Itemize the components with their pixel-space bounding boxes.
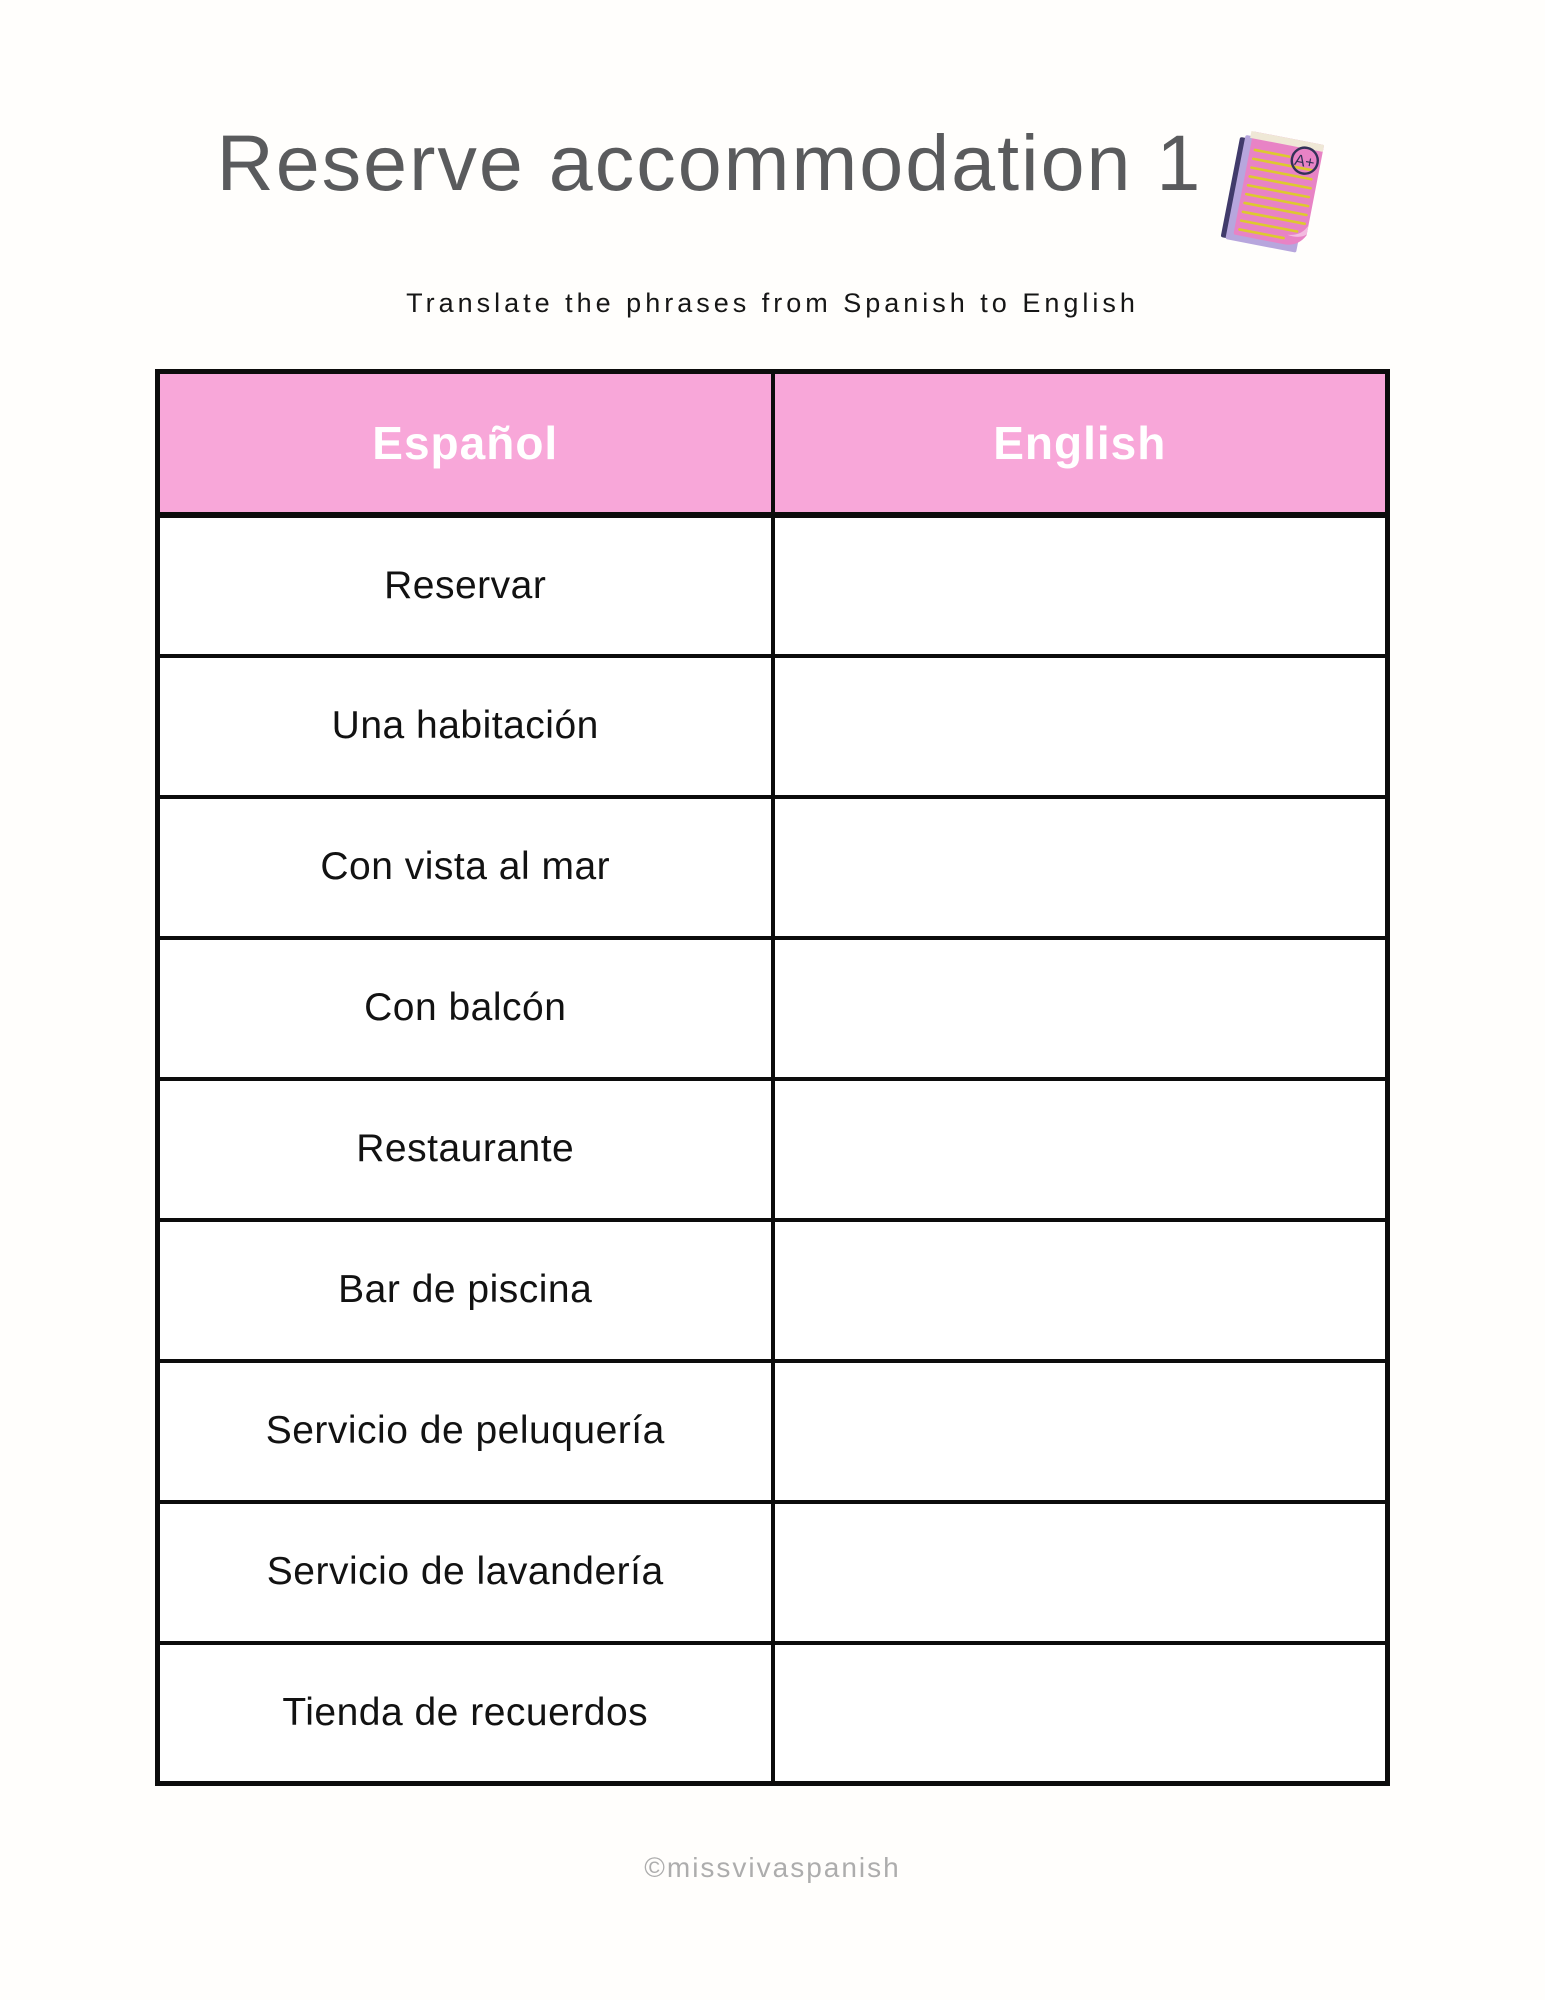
english-answer-cell[interactable]: [773, 1643, 1388, 1784]
spanish-phrase-cell: Una habitación: [158, 656, 773, 797]
spanish-phrase-cell: Bar de piscina: [158, 1220, 773, 1361]
spanish-phrase-cell: Con balcón: [158, 938, 773, 1079]
table-row: [158, 797, 1388, 938]
spanish-phrase-cell: Restaurante: [158, 1079, 773, 1220]
table-row: [158, 1220, 1388, 1361]
column-header-english: English: [773, 372, 1388, 515]
spanish-phrase-cell: Reservar: [158, 515, 773, 656]
spanish-phrase-cell: Servicio de lavandería: [158, 1502, 773, 1643]
english-answer-cell[interactable]: [773, 1079, 1388, 1220]
english-answer-cell[interactable]: [773, 1361, 1388, 1502]
english-answer-cell[interactable]: [773, 797, 1388, 938]
table-row: [158, 1643, 1388, 1784]
english-answer-cell[interactable]: [773, 1502, 1388, 1643]
page-title: Reserve accommodation 1: [216, 118, 1203, 207]
table-row: [158, 938, 1388, 1079]
spanish-phrase-cell: Con vista al mar: [158, 797, 773, 938]
translation-table: [155, 369, 1390, 1786]
english-answer-cell[interactable]: [773, 515, 1388, 656]
instructions-subtitle: Translate the phrases from Spanish to English: [406, 288, 1139, 318]
credit-footer: ©missvivaspanish: [644, 1852, 901, 1883]
grade-mark-label: A+: [1293, 151, 1317, 173]
column-header-espanol: Español: [158, 372, 773, 515]
table-row: [158, 1079, 1388, 1220]
table-row: [158, 1502, 1388, 1643]
table-header-row: [158, 372, 1388, 515]
table-row: [158, 515, 1388, 656]
title-line: [0, 116, 1545, 262]
page-header: [0, 0, 1545, 319]
english-answer-cell[interactable]: [773, 938, 1388, 1079]
spanish-phrase-cell: Servicio de peluquería: [158, 1361, 773, 1502]
spanish-phrase-cell: Tienda de recuerdos: [158, 1643, 773, 1784]
english-answer-cell[interactable]: [773, 1220, 1388, 1361]
notepad-icon: [1216, 124, 1328, 262]
table-row: [158, 656, 1388, 797]
table-row: [158, 1361, 1388, 1502]
english-answer-cell[interactable]: [773, 656, 1388, 797]
